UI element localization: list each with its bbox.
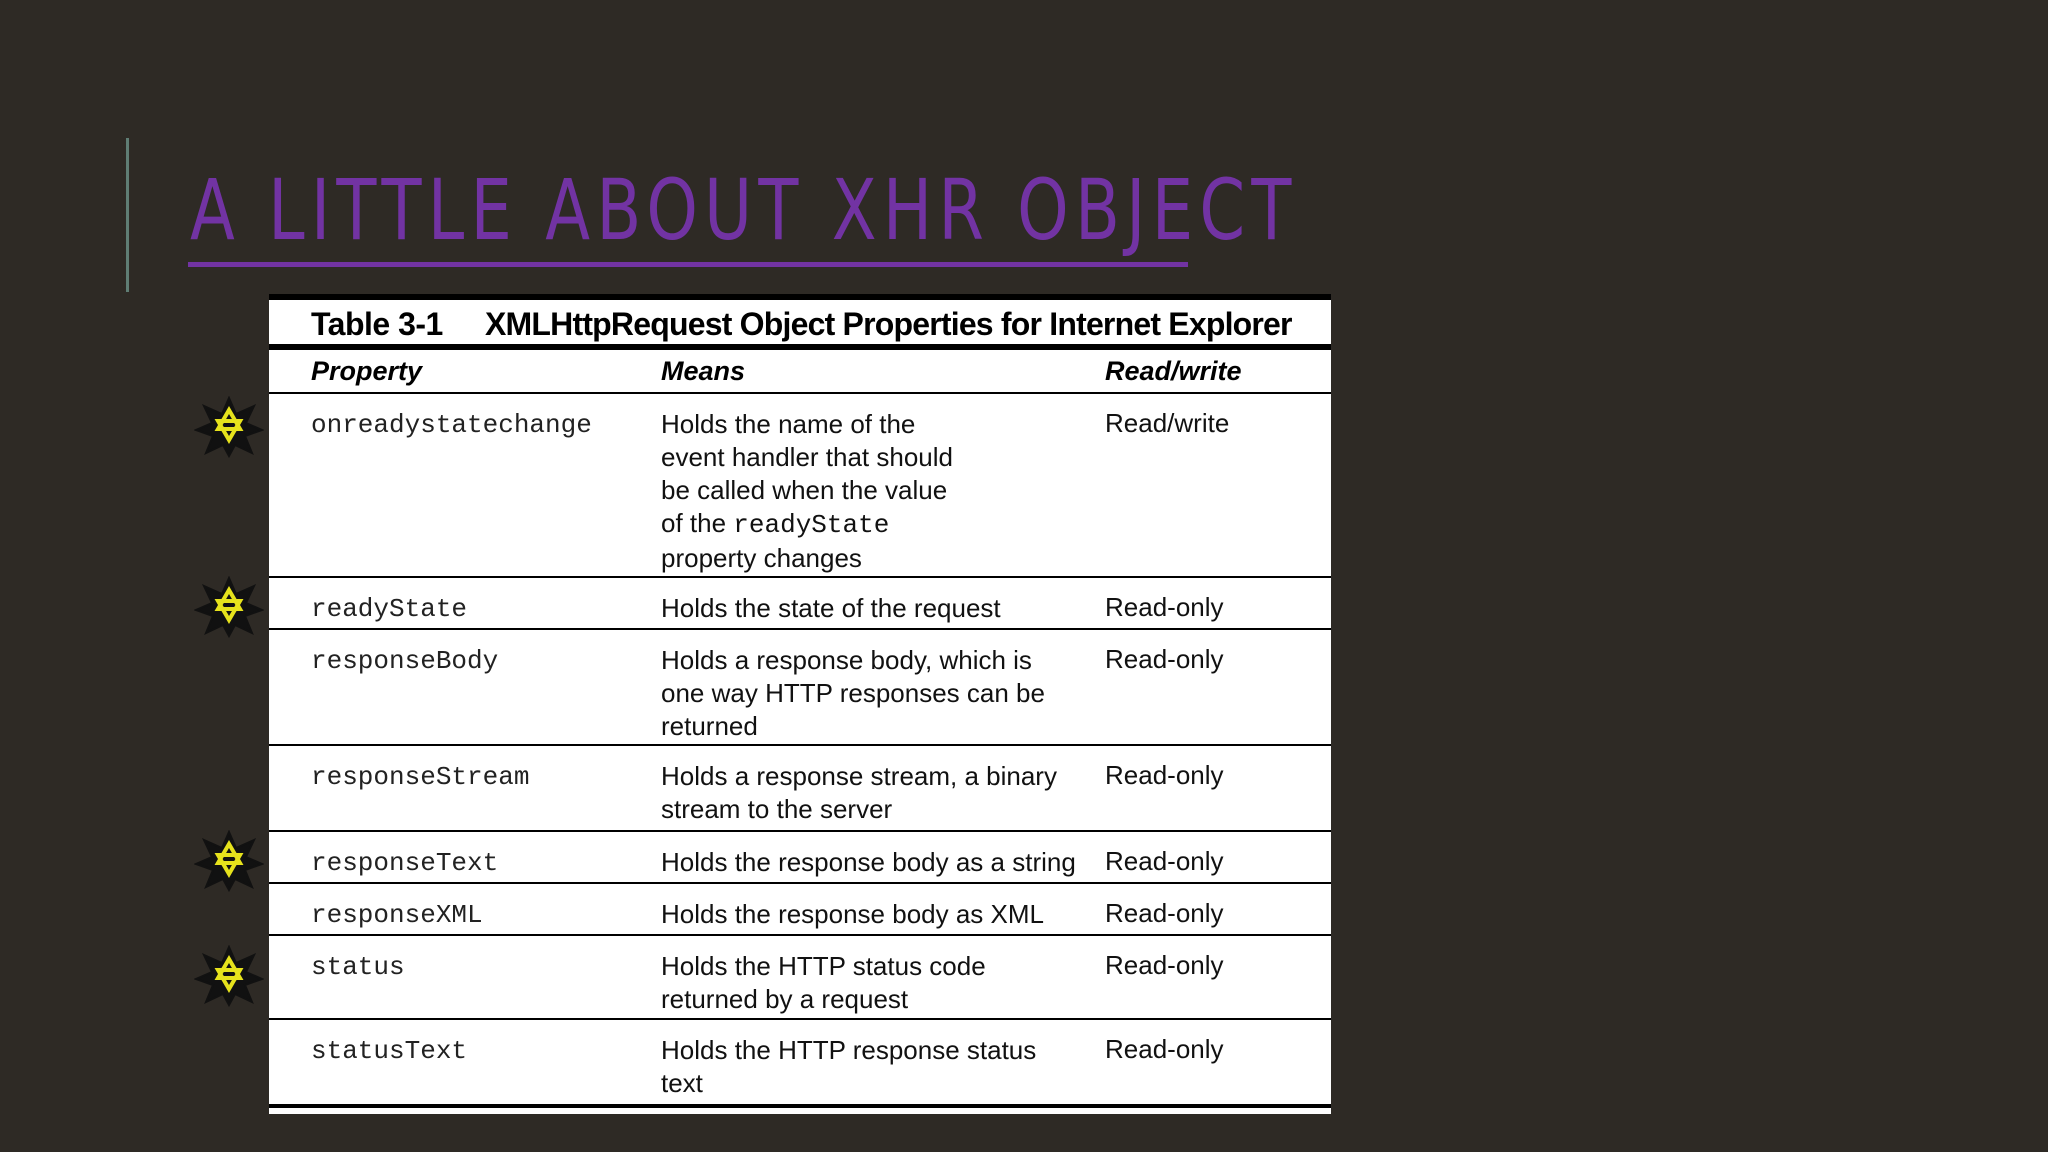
star-burst-icon — [194, 576, 264, 638]
read-write-value: Read-only — [1105, 846, 1224, 876]
description-text: Holds the name of the event handler that should be called when the value of the — [661, 409, 953, 538]
table-caption-text: XMLHttpRequest Object Properties for Internet Explorer — [485, 306, 1292, 342]
table-row — [269, 578, 1331, 630]
header-read-write: Read/write — [1105, 356, 1242, 386]
read-write-value: Read-only — [1105, 760, 1224, 790]
read-write-value: Read/write — [1105, 408, 1230, 438]
read-write-value: Read-only — [1105, 1034, 1224, 1064]
table-row — [269, 746, 1331, 832]
slide-title: A LITTLE ABOUT XHR OBJECT — [190, 161, 1298, 259]
property-description: Holds the HTTP status code returned by a request — [661, 951, 986, 1014]
table-row — [269, 884, 1331, 936]
title-underline — [188, 262, 1188, 267]
property-description: Holds a response body, which is one way HTTP responses can be returned — [661, 645, 1045, 741]
property-name: responseXML — [311, 900, 483, 930]
header-means: Means — [661, 356, 746, 386]
star-burst-icon — [194, 830, 264, 892]
property-name: status — [311, 952, 405, 982]
table-header-row — [269, 350, 1331, 394]
star-burst-icon — [194, 396, 264, 458]
table-row — [269, 1020, 1331, 1108]
table-row — [269, 832, 1331, 884]
read-write-value: Read-only — [1105, 644, 1224, 674]
read-write-value: Read-only — [1105, 950, 1224, 980]
read-write-value: Read-only — [1105, 898, 1224, 928]
property-description: Holds the response body as a string — [661, 847, 1076, 877]
property-name: readyState — [311, 594, 468, 624]
description-text: property changes — [661, 543, 862, 573]
star-burst-icon — [194, 945, 264, 1007]
properties-table — [269, 294, 1331, 1114]
header-property: Property — [311, 356, 423, 386]
property-description: Holds a response stream, a binary stream to the server — [661, 761, 1057, 824]
property-name: responseBody — [311, 646, 499, 676]
table-row — [269, 936, 1331, 1020]
property-name: statusText — [311, 1036, 468, 1066]
table-caption — [269, 294, 1331, 350]
read-write-value: Read-only — [1105, 592, 1224, 622]
property-description — [661, 408, 971, 575]
property-description: Holds the response body as XML — [661, 899, 1044, 929]
description-code: readyState — [733, 510, 890, 540]
property-name: onreadystatechange — [311, 410, 592, 440]
table-row — [269, 394, 1331, 578]
property-description: Holds the HTTP response status text — [661, 1035, 1037, 1098]
accent-bar — [126, 138, 129, 292]
table-number: Table 3-1 — [311, 306, 443, 342]
table-row — [269, 630, 1331, 746]
property-name: responseStream — [311, 762, 530, 792]
property-name: responseText — [311, 848, 499, 878]
property-description: Holds the state of the request — [661, 593, 1001, 623]
